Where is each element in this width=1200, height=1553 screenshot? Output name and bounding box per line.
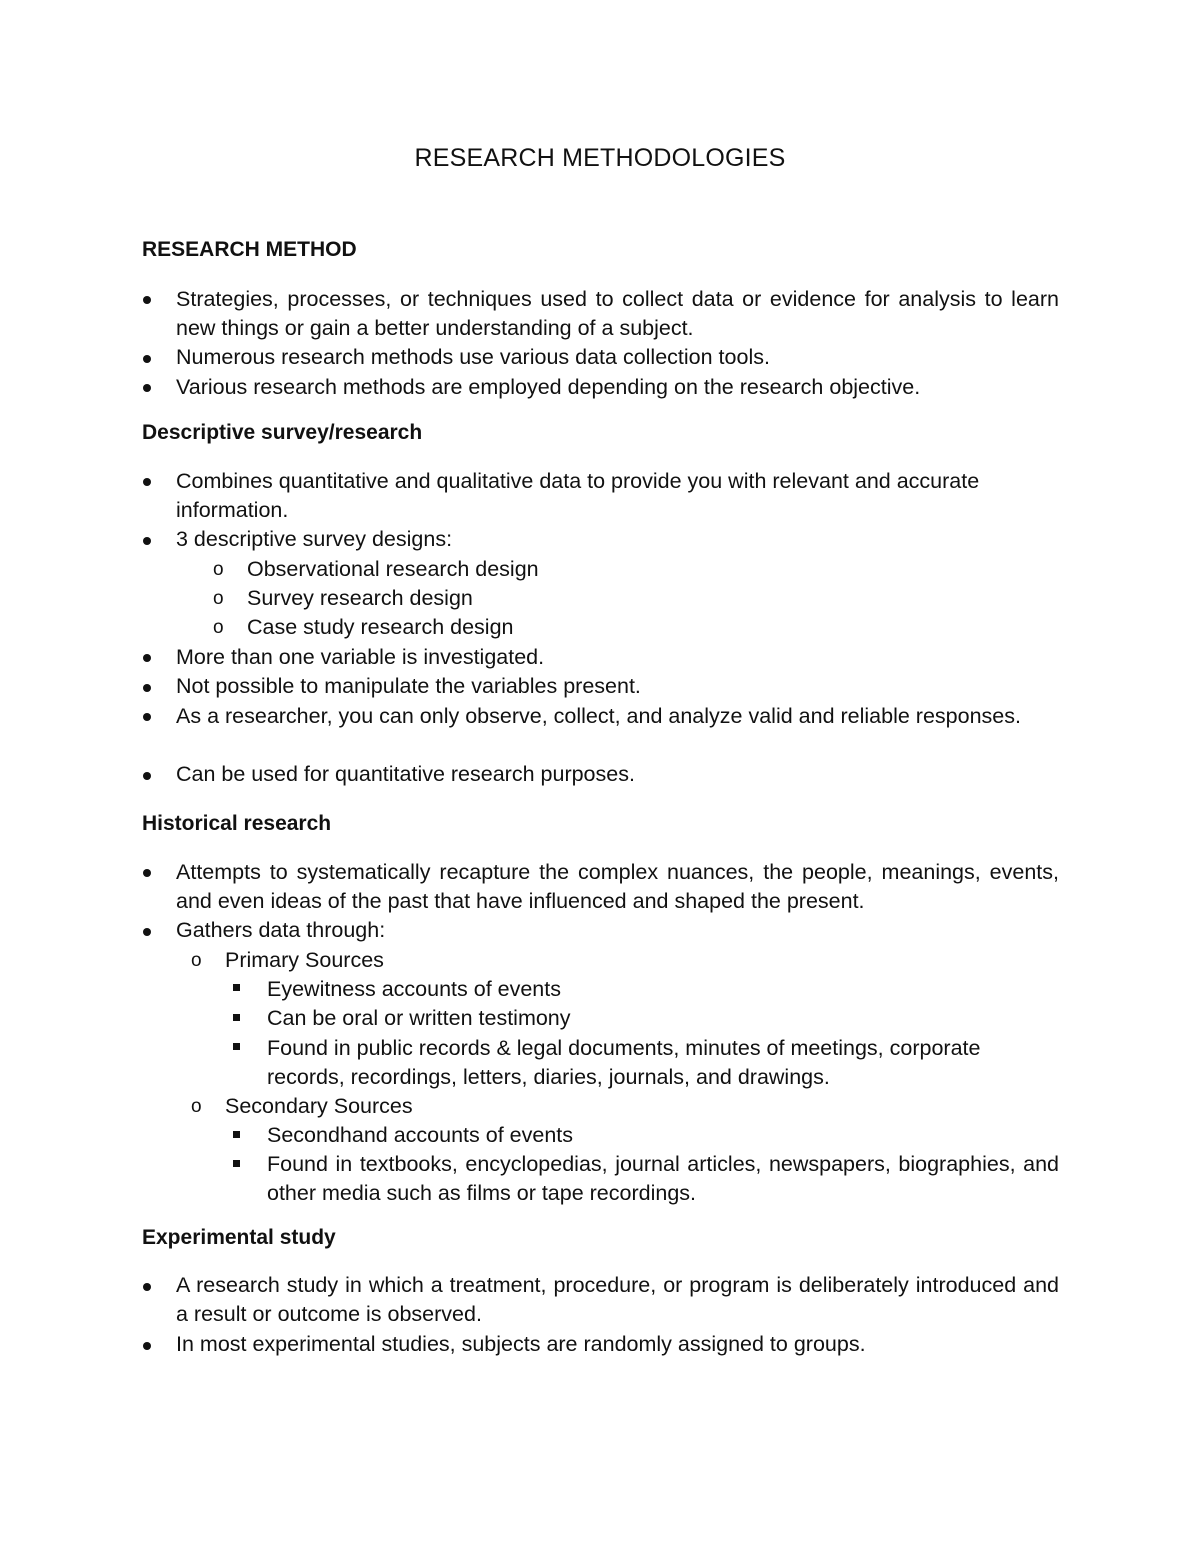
bullet-disc (143, 869, 151, 877)
bullet-square (233, 1160, 240, 1167)
list-item: Gathers data through: (176, 918, 386, 942)
bullet-disc (143, 1283, 151, 1291)
bullet-square (233, 1014, 240, 1021)
bullet-square (233, 984, 240, 991)
list-item: Can be used for quantitative research purposes. (176, 762, 635, 786)
section-heading-historical: Historical research (142, 812, 332, 835)
bullet-square (233, 1131, 240, 1138)
bullet-circle: o (191, 1096, 202, 1117)
sub-list-item: Case study research design (247, 615, 514, 639)
document-title: RESEARCH METHODOLOGIES (414, 144, 786, 172)
list-item: Various research methods are employed depending on the research objective. (176, 375, 921, 399)
bullet-square (233, 1043, 240, 1050)
list-item: Combines quantitative and qualitative data to provide you with relevant and accurate information. (176, 469, 980, 523)
bullet-disc (143, 296, 151, 304)
bullet-disc (143, 713, 151, 721)
section-heading-experimental: Experimental study (142, 1226, 336, 1249)
bullet-disc (143, 1342, 151, 1350)
sub-list-item: Secondary Sources (225, 1094, 413, 1118)
sub-list-item: Primary Sources (225, 948, 384, 972)
sub-list-item: Survey research design (247, 586, 473, 610)
list-item: In most experimental studies, subjects are randomly assigned to groups. (176, 1332, 866, 1356)
bullet-circle: o (213, 559, 224, 580)
bullet-disc (143, 684, 151, 692)
sub-sub-list-item: Can be oral or written testimony (267, 1006, 571, 1030)
list-item: As a researcher, you can only observe, collect, and analyze valid and reliable responses. (176, 704, 1021, 728)
list-item: A research study in which a treatment, procedure, or program is deliberately introduced and a result or outcome is observed. (176, 1273, 1059, 1327)
bullet-circle: o (213, 617, 224, 638)
bullet-disc (143, 384, 151, 392)
list-item: Strategies, processes, or techniques used to collect data or evidence for analysis to learn new things or gain a better understanding of a subject. (176, 287, 1059, 341)
sub-sub-list-item: Eyewitness accounts of events (267, 977, 561, 1001)
sub-list-item: Observational research design (247, 557, 539, 581)
bullet-disc (143, 537, 151, 545)
bullet-disc (143, 654, 151, 662)
list-item: Attempts to systematically recapture the complex nuances, the people, meanings, events, and even ideas of the past that have influenced and shaped the present. (176, 860, 1059, 914)
sub-sub-list-item: Secondhand accounts of events (267, 1123, 573, 1147)
section-heading-research-method: RESEARCH METHOD (142, 238, 357, 261)
sub-sub-list-item: Found in public records & legal documents, minutes of meetings, corporate records, recordings, letters, diaries, journals, and drawings. (267, 1036, 981, 1090)
section-heading-descriptive: Descriptive survey/research (142, 421, 423, 444)
bullet-disc (143, 478, 151, 486)
list-item: Numerous research methods use various data collection tools. (176, 345, 770, 369)
list-item: Not possible to manipulate the variables present. (176, 674, 641, 698)
bullet-disc (143, 772, 151, 780)
bullet-disc (143, 355, 151, 363)
bullet-disc (143, 928, 151, 936)
list-item: More than one variable is investigated. (176, 645, 545, 669)
sub-sub-list-item: Found in textbooks, encyclopedias, journal articles, newspapers, biographies, and other media such as films or tape recordings. (267, 1152, 1059, 1206)
bullet-circle: o (213, 588, 224, 609)
bullet-circle: o (191, 950, 202, 971)
list-item: 3 descriptive survey designs: (176, 527, 453, 551)
